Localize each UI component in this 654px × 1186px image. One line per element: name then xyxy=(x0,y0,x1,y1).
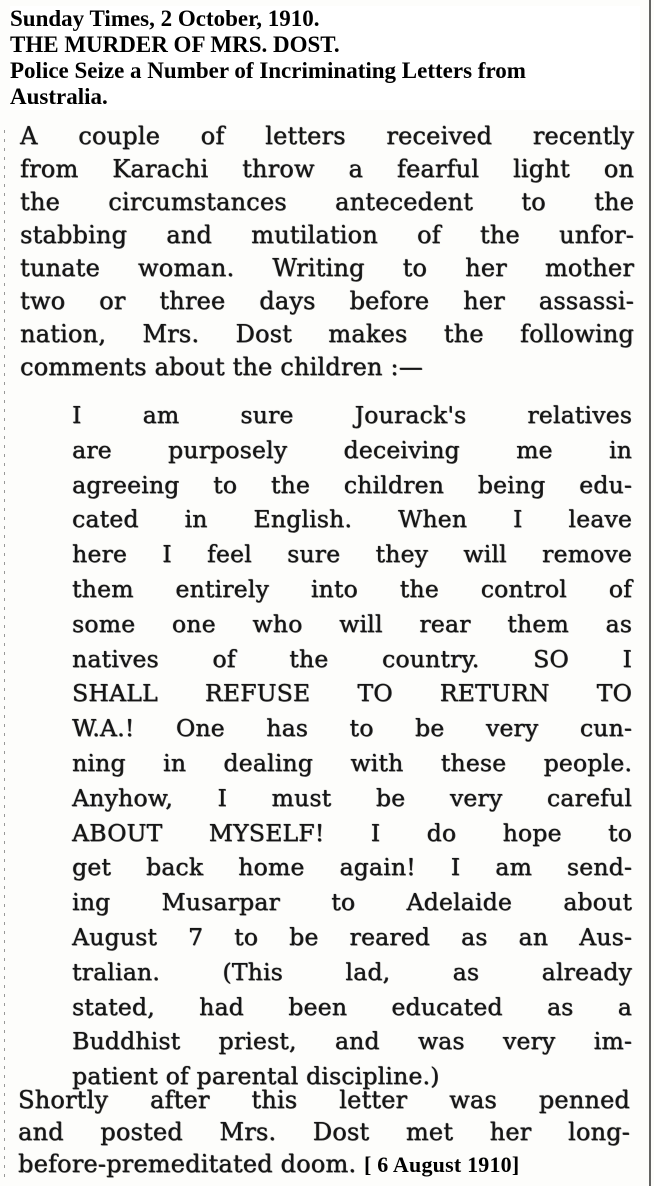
closing-paragraph xyxy=(18,1084,630,1180)
intro-line: A couple of letters received recently xyxy=(20,122,634,150)
source-line: Sunday Times, 2 October, 1910. xyxy=(10,6,320,31)
quote-line: I am sure Jourack's relatives xyxy=(72,401,632,429)
quote-line: stated, had been educated as a xyxy=(72,992,632,1021)
quote-line: ning in dealing with these people. xyxy=(72,748,632,777)
quoted-letter xyxy=(72,398,632,1094)
intro-line: nation, Mrs. Dost makes the following xyxy=(20,320,634,348)
outro-line-final xyxy=(18,1148,630,1180)
quote-line: are purposely deceiving me in xyxy=(72,435,632,464)
intro-line: the circumstances antecedent to the xyxy=(20,188,634,216)
outro-line: and posted Mrs. Dost met her long- xyxy=(18,1118,630,1146)
intro-line: comments about the children :— xyxy=(20,353,423,381)
subheadline-line-2: Australia. xyxy=(10,84,108,109)
quote-line: Buddhist priest, and was very im- xyxy=(72,1027,632,1056)
quote-line: ing Musarpar to Adelaide about xyxy=(72,888,632,917)
outro-line: Shortly after this letter was penned xyxy=(18,1086,630,1114)
headline: THE MURDER OF MRS. DOST. xyxy=(10,32,340,57)
quote-line: W.A.! One has to be very cun- xyxy=(72,714,632,743)
quote-line: patient of parental discipline.) xyxy=(72,1062,440,1091)
intro-line: two or three days before her assassi- xyxy=(20,287,634,315)
quote-line: ABOUT MYSELF! I do hope to xyxy=(72,818,632,847)
date-annotation: [ 6 August 1910] xyxy=(364,1152,520,1177)
quote-line: Anyhow, I must be very careful xyxy=(72,783,632,812)
quote-line: here I feel sure they will remove xyxy=(72,540,632,569)
intro-line: from Karachi throw a fearful light on xyxy=(20,155,634,183)
intro-paragraph xyxy=(20,120,634,384)
subheadline-line-1: Police Seize a Number of Incriminating Letters from xyxy=(10,58,526,83)
clipping-header xyxy=(10,6,640,110)
quote-line: agreeing to the children being edu- xyxy=(72,470,632,499)
quote-line: them entirely into the control of xyxy=(72,574,632,603)
quote-line: SHALL REFUSE TO RETURN TO xyxy=(72,679,632,708)
quote-line: some one who will rear them as xyxy=(72,609,632,638)
quote-line: get back home again! I am send- xyxy=(72,853,632,882)
quote-line: tralian. (This lad, as already xyxy=(72,957,632,986)
intro-line: stabbing and mutilation of the unfor- xyxy=(20,221,634,249)
quote-line: August 7 to be reared as an Aus- xyxy=(72,922,632,951)
column-rule-left xyxy=(4,130,5,1180)
outro-line-text: before-premeditated doom. xyxy=(18,1150,357,1178)
intro-line: tunate woman. Writing to her mother xyxy=(20,254,634,282)
column-rule-right xyxy=(649,0,651,1186)
quote-line: cated in English. When I leave xyxy=(72,505,632,534)
quote-line: natives of the country. SO I xyxy=(72,644,632,673)
